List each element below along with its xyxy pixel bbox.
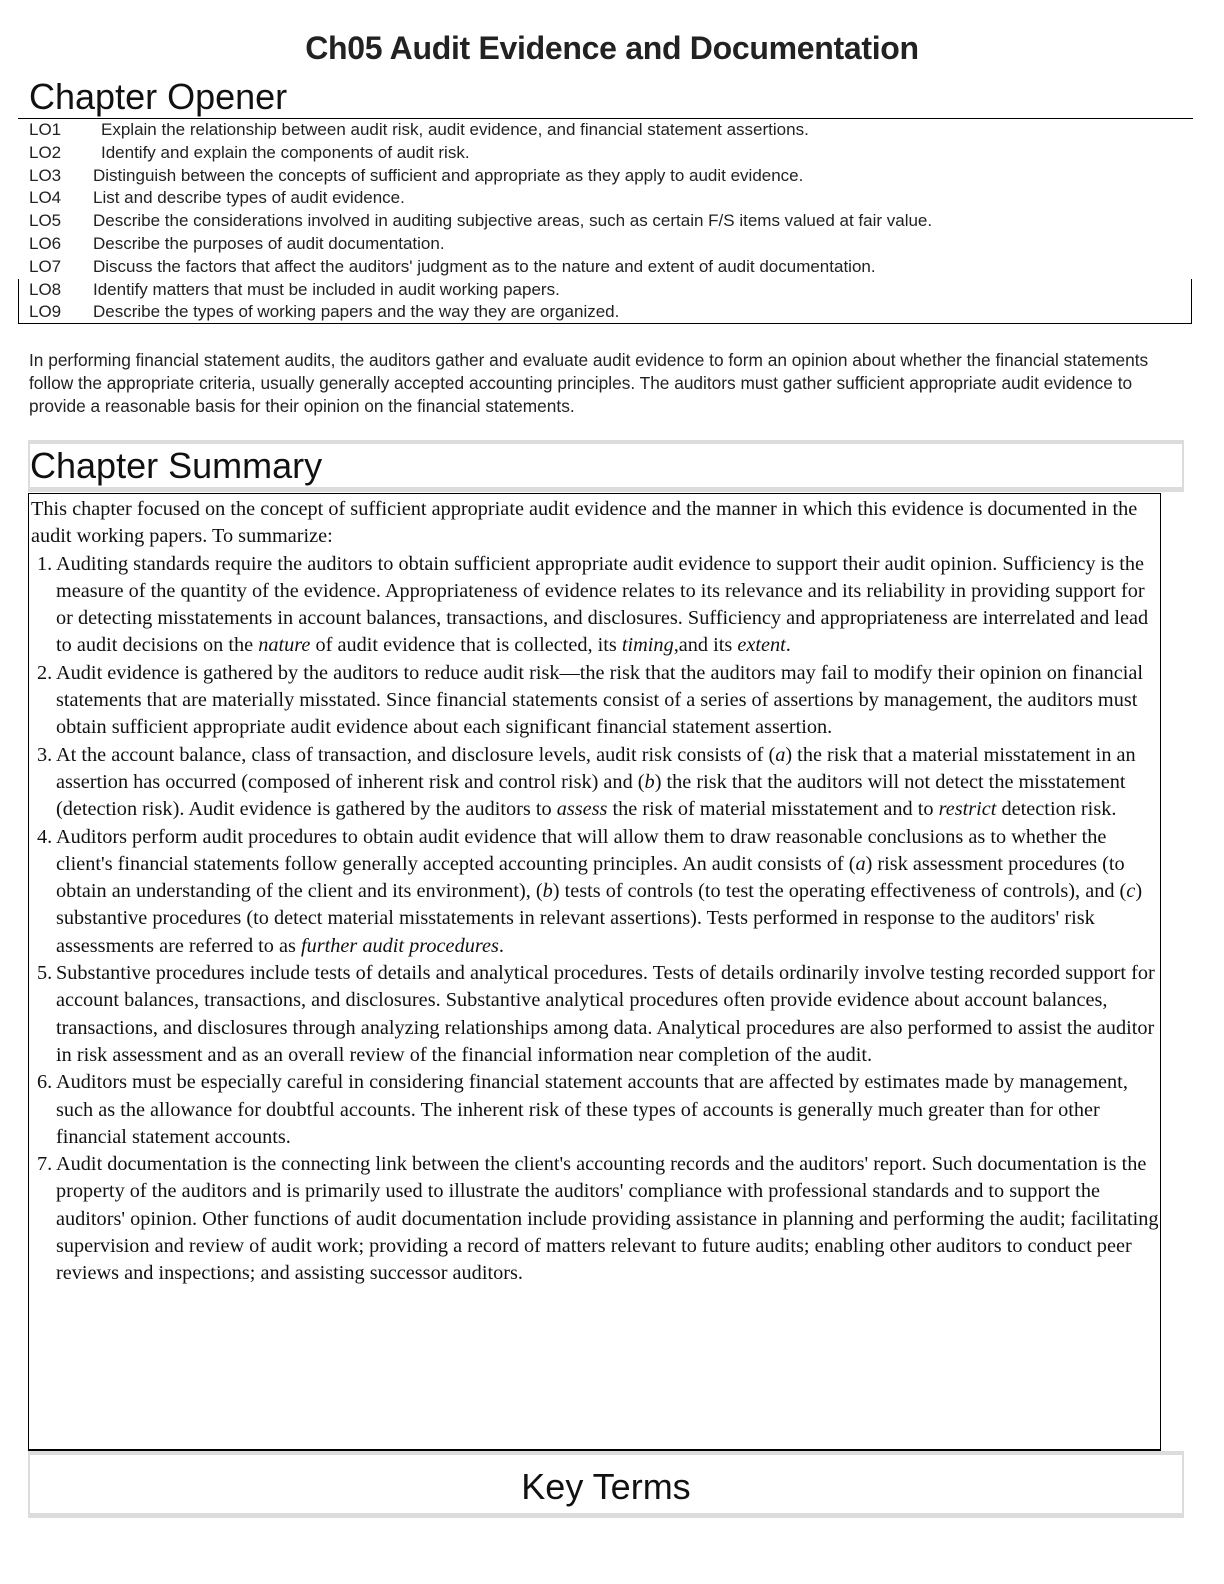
summary-intro: This chapter focused on the concept of sufficient appropriate audit evidence and the manner in which this evidence is documented in the audit working papers. To summarize: bbox=[31, 498, 1138, 548]
emphasis-text: b bbox=[542, 880, 553, 903]
chapter-opener-heading: Chapter Opener bbox=[29, 76, 288, 117]
text-run: ,and its bbox=[673, 634, 738, 657]
text-run: . bbox=[785, 634, 791, 657]
text-run: . bbox=[498, 934, 504, 957]
learning-objectives-table bbox=[18, 119, 1193, 324]
summary-item bbox=[29, 742, 1161, 824]
text-run: ) tests of controls (to test the operating effectiveness of controls), and ( bbox=[552, 880, 1127, 903]
emphasis-text: further audit procedures bbox=[300, 934, 499, 957]
summary-item-number: 7. bbox=[37, 1153, 53, 1176]
text-run: the risk of material misstatement and to bbox=[607, 798, 939, 821]
text-run: ) substantive procedures (to detect material misstatements in relevant assertions). Tests performed in response to the auditors' risk assessments are referred to as bbox=[56, 880, 1143, 957]
lo-text: Discuss the factors that affect the auditors' judgment as to the nature and extent of audit documentation. bbox=[93, 256, 876, 276]
learning-objective-row bbox=[18, 210, 1193, 233]
text-run: of audit evidence that is collected, its bbox=[310, 634, 622, 657]
summary-item bbox=[29, 1151, 1161, 1287]
emphasis-text: extent bbox=[737, 634, 786, 657]
lo-code: LO1 bbox=[29, 120, 62, 139]
summary-item-number: 3. bbox=[37, 743, 53, 766]
lo-text: Explain the relationship between audit risk, audit evidence, and financial statement assertions. bbox=[101, 120, 809, 139]
text-run: Auditors must be especially careful in considering financial statement accounts that are affected by estimates made by management, such as the allowance for doubtful accounts. The inherent risk of these types of accounts is generally much greater than for other financial statement accounts. bbox=[56, 1071, 1128, 1148]
learning-objective-row bbox=[18, 301, 1193, 324]
text-run: ) the risk that the auditors will not detect the misstatement (detection risk). Audit evidence is gathered by the auditors to bbox=[56, 770, 1126, 821]
text-run: Audit evidence is gathered by the auditors to reduce audit risk—the risk that the auditors may fail to modify their opinion on financial statements that are materially misstated. Since financial statements consist of a series of assertions by management, the auditors must obtain sufficient appropriate audit evidence about each significant financial statement assertion. bbox=[56, 661, 1144, 739]
summary-item-number: 4. bbox=[37, 825, 53, 848]
learning-objective-row bbox=[18, 233, 1193, 256]
lo-code: LO7 bbox=[29, 256, 62, 276]
text-run: Auditing standards require the auditors to obtain sufficient appropriate audit evidence to support their audit opinion. Sufficiency is the measure of the quantity of the evidence. Appropriateness of evidence relates to its relevance and its reliability in providing support for or detecting misstatements in account balances, transactions, and disclosures. Sufficiency and appropriateness are interrelated and lead to audit decisions on the bbox=[56, 552, 1149, 657]
text-run: ) the risk that a material misstatement in an assertion has occurred (composed of inherent risk and control risk) and ( bbox=[56, 743, 1136, 793]
lo-text: Identify matters that must be included in audit working papers. bbox=[93, 279, 560, 299]
chapter-summary-box bbox=[28, 493, 1161, 1451]
chapter-summary-header bbox=[28, 440, 1184, 492]
emphasis-text: a bbox=[775, 743, 786, 766]
learning-objective-row bbox=[18, 142, 1193, 165]
lo-text: Describe the types of working papers and the way they are organized. bbox=[93, 302, 620, 322]
lo-code: LO5 bbox=[29, 211, 62, 231]
summary-item-text bbox=[56, 1071, 1128, 1148]
summary-item-text bbox=[56, 744, 1136, 821]
emphasis-text: c bbox=[1126, 880, 1136, 903]
emphasis-text: timing bbox=[621, 634, 674, 657]
learning-objective-row bbox=[18, 279, 1193, 302]
document-title: Ch05 Audit Evidence and Documentation bbox=[305, 30, 919, 66]
emphasis-text: b bbox=[644, 770, 655, 793]
summary-item bbox=[29, 824, 1161, 960]
lo-text: Describe the considerations involved in auditing subjective areas, such as certain F/S items valued at fair value. bbox=[93, 211, 933, 231]
summary-item bbox=[29, 1069, 1161, 1151]
summary-item-number: 6. bbox=[37, 1071, 53, 1094]
learning-objective-row bbox=[18, 119, 1193, 142]
emphasis-text: assess bbox=[556, 798, 608, 821]
text-run: detection risk. bbox=[996, 798, 1117, 821]
learning-objective-row bbox=[18, 165, 1193, 188]
key-terms-heading: Key Terms bbox=[521, 1466, 691, 1507]
text-run: Substantive procedures include tests of details and analytical procedures. Tests of details ordinarily involve testing recorded support for account balances, transactions, and disclosures. Substantive analytical procedures often provide evidence about account balances, transactions, and disclosures through analyzing relationships among data. Analytical procedures are also performed to assist the auditor in risk assessment and as an overall review of the financial information near completion of the audit. bbox=[56, 962, 1155, 1066]
summary-item-text bbox=[56, 1153, 1159, 1284]
summary-item bbox=[29, 960, 1161, 1069]
emphasis-text: a bbox=[855, 852, 866, 875]
chapter-summary-heading: Chapter Summary bbox=[30, 445, 323, 486]
summary-item bbox=[29, 551, 1161, 660]
text-run: Auditors perform audit procedures to obtain audit evidence that will allow them to draw reasonable conclusions as to whether the client's financial statements follow generally accepted accounting principles. An audit consists of ( bbox=[56, 825, 1107, 875]
lo-code: LO9 bbox=[29, 302, 62, 322]
text-run: At the account balance, class of transaction, and disclosure levels, audit risk consists of ( bbox=[56, 743, 776, 766]
summary-item-text bbox=[56, 662, 1143, 739]
learning-objective-row bbox=[18, 187, 1193, 210]
chapter-opener-paragraph: In performing financial statement audits, the auditors gather and evaluate audit evidence to form an opinion about whether the financial statements follow the appropriate criteria, usually generally accepted accounting principles. The auditors must gather sufficient appropriate audit evidence to provide a reasonable basis for their opinion on the financial statements. bbox=[29, 350, 1149, 416]
summary-item bbox=[29, 660, 1161, 742]
summary-item-text bbox=[56, 826, 1142, 957]
learning-objective-row bbox=[18, 256, 1193, 279]
text-run: ) risk assessment procedures (to obtain an understanding of the client and its environment), ( bbox=[56, 852, 1125, 903]
lo-text: Distinguish between the concepts of sufficient and appropriate as they apply to audit evidence. bbox=[93, 165, 804, 185]
key-terms-header bbox=[28, 1451, 1184, 1518]
summary-item-number: 5. bbox=[37, 962, 53, 985]
summary-list bbox=[29, 551, 1160, 1288]
summary-item-number: 1. bbox=[37, 552, 53, 575]
summary-item-text bbox=[56, 962, 1155, 1066]
summary-item-number: 2. bbox=[37, 661, 53, 684]
lo-code: LO2 bbox=[29, 142, 62, 162]
lo-text: Describe the purposes of audit documentation. bbox=[93, 233, 445, 253]
lo-text: List and describe types of audit evidence. bbox=[93, 188, 405, 208]
lo-code: LO8 bbox=[29, 279, 62, 299]
lo-code: LO4 bbox=[29, 188, 62, 208]
summary-item-text bbox=[56, 553, 1148, 657]
lo-code: LO3 bbox=[29, 165, 62, 185]
emphasis-text: restrict bbox=[938, 798, 997, 821]
lo-text: Identify and explain the components of audit risk. bbox=[101, 142, 470, 162]
emphasis-text: nature bbox=[258, 634, 311, 657]
lo-code: LO6 bbox=[29, 233, 62, 253]
text-run: Audit documentation is the connecting link between the client's accounting records and the auditors' report. Such documentation is the property of the auditors and is primarily used to illustrate the auditors' compliance with professional standards and to support the auditors' opinion. Other functions of audit documentation include providing assistance in planning and performing the audit; facilitating supervision and review of audit work; providing a record of matters relevant to future audits; enabling other auditors to conduct peer reviews and inspections; and assisting successor auditors. bbox=[56, 1153, 1159, 1285]
